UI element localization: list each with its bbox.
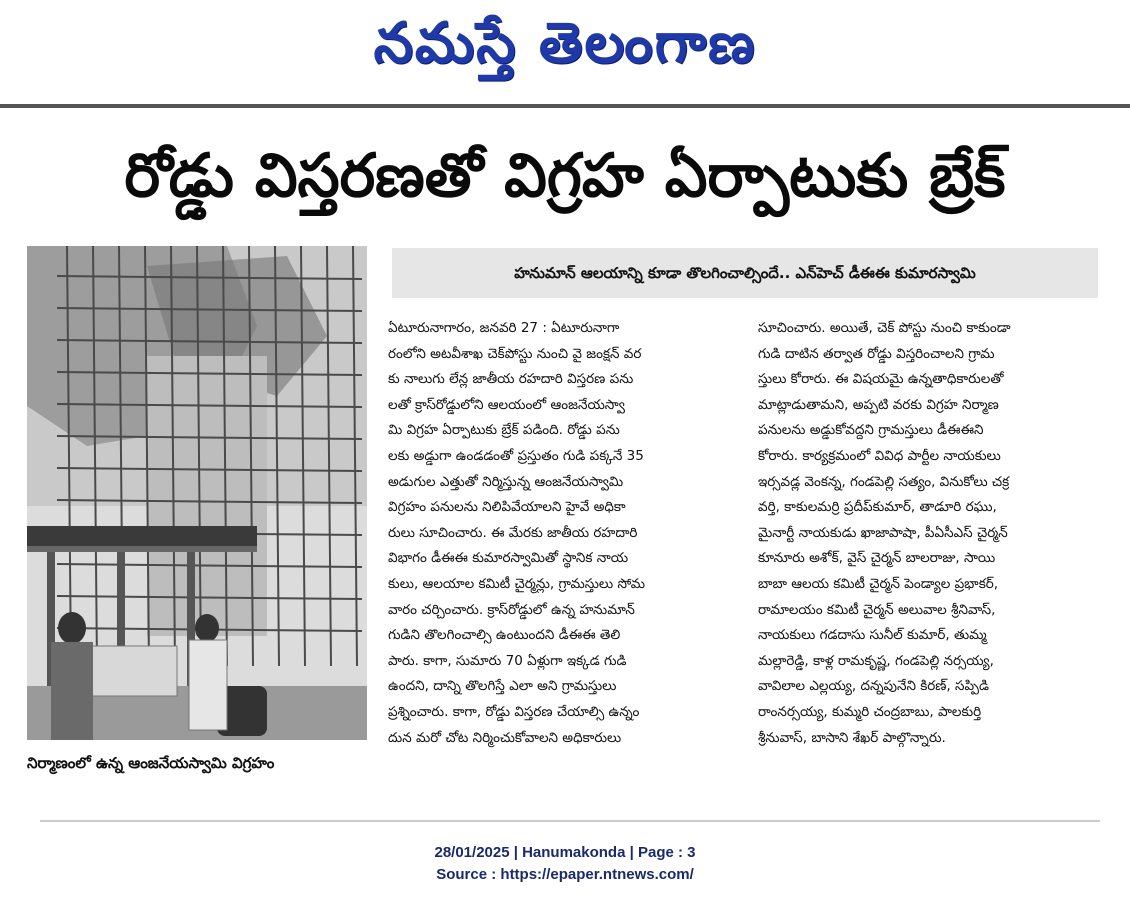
article-photo [27, 246, 367, 740]
masthead-divider [0, 104, 1130, 108]
body-line: గుడిని తొలగించాల్సి ఉంటుందని డీఈఈ తెలి [388, 627, 621, 644]
body-line: మల్లారెడ్డి, కాళ్ల రామకృష్ణ, గండపెల్లి నర్సయ్య, [758, 652, 994, 669]
body-line: రంలోని అటవీశాఖ చెక్‌పోస్టు నుంచి వై జంక్షన్ వర [388, 345, 642, 362]
body-line: దున మరో చోట నిర్మించుకోవాలని అధికారులు [388, 729, 622, 746]
body-line: అడుగుల ఎత్తుతో నిర్మిస్తున్న ఆంజనేయస్వామి [388, 473, 624, 490]
body-line: గుడి దాటిన తర్వాత రోడ్డు విస్తరించాలని గ్రామ [758, 345, 995, 362]
newspaper-logo: నమస్తే తెలంగాణ [373, 10, 757, 76]
body-line: ఇర్సవడ్ల వెంకన్న, గండపెల్లి సత్యం, వినుకోలు చక్ర [758, 473, 1010, 490]
body-line: కులు, ఆలయాల కమిటీ చైర్మన్లు, గ్రామస్తులు సోమ [388, 575, 646, 592]
photo-caption: నిర్మాణంలో ఉన్న ఆంజనేయస్వామి విగ్రహం [27, 754, 275, 772]
body-line: విగ్రహం పనులను నిలిపివేయాలని హైవే అధికా [388, 499, 626, 516]
article-headline: రోడ్డు విస్తరణతో విగ్రహ ఏర్పాటుకు బ్రేక్ [124, 141, 1006, 211]
page-footer [0, 842, 1130, 892]
body-line: శ్రీనువాస్, బాసాని శేఖర్ పాల్గొన్నారు. [758, 729, 946, 746]
body-line: కోరారు. కార్యక్రమంలో వివిధ పార్టీల నాయకులు [758, 447, 1001, 464]
body-line: మైనార్టీ నాయకుడు ఖాజాపాషా, పీఏసీఎస్ చైర్మన్ [758, 524, 1008, 541]
body-line: ఏటూరునాగారం, జనవరి 27 : ఏటూరునాగా [388, 320, 620, 336]
body-line: కు నాలుగు లేన్ల జాతీయ రహదారి విస్తరణ పను [388, 371, 634, 388]
body-line: రామాలయం కమిటీ చైర్మన్ అలువాల శ్రీనివాస్, [758, 601, 996, 618]
body-line: పనులను అడ్డుకోవద్దని గ్రామస్తులు డీఈఈని [758, 422, 984, 439]
body-line: పారు. కాగా, సుమారు 70 ఏళ్లుగా ఇక్కడ గుడి [388, 652, 627, 669]
body-line: వావిలాల ఎల్లయ్య, దన్నపునేని కిరణ్, సప్పిడి [758, 678, 989, 695]
body-line: కూనూరు అశోక్, వైస్ చైర్మన్ బాలరాజు, సాయి [758, 550, 996, 567]
body-line: రాంనర్సయ్య, కుమ్మరి చంద్రబాబు, పాలకుర్తి [758, 703, 982, 720]
body-line: లతో క్రాస్‌రోడ్డులోని ఆలయంలో ఆంజనేయస్వా [388, 396, 625, 413]
body-line: ప్రశ్నించారు. కాగా, రోడ్డు విస్తరణ చేయాల్సి ఉన్నం [388, 703, 640, 720]
body-column-1 [388, 316, 726, 786]
body-line: రులు సూచించారు. ఈ మేరకు జాతీయ రహదారి [388, 524, 638, 541]
footer-divider [40, 820, 1100, 822]
masthead [0, 0, 1130, 104]
body-line: వర్తి, కాకులమర్రి ప్రదీప్‌కుమార్, తాడూరి రఘు, [758, 499, 997, 516]
body-line: లకు అడ్డుగా ఉండడంతో ప్రస్తుతం గుడి పక్కనే 35 [388, 447, 644, 464]
body-line: సూచించారు. అయితే, చెక్ పోస్టు నుంచి కాకుండా [758, 320, 1011, 336]
body-line: విభాగం డీఈఈ కుమారస్వామితో స్థానిక నాయ [388, 550, 629, 567]
body-line: వారం చర్చించారు. క్రాస్‌రోడ్డులో ఉన్న హనుమాన్ [388, 601, 635, 618]
body-line: ఉందని, దాన్ని తొలగిస్తే ఎలా అని గ్రామస్తులు [388, 678, 617, 695]
body-line: మి విగ్రహ ఏర్పాటుకు బ్రేక్ పడింది. రోడ్డు పను [388, 422, 620, 439]
body-line: బాబా ఆలయ కమిటీ చైర్మన్ పెండ్యాల ప్రభాకర్, [758, 575, 999, 592]
body-line: మాట్లాడుతామని, అప్పటి వరకు విగ్రహ నిర్మాణ [758, 396, 999, 413]
edition-info: 28/01/2025 | Hanumakonda | Page : 3 [434, 844, 696, 861]
article-subheadline: హనుమాన్ ఆలయాన్ని కూడా తొలగించాల్సిందే.. ఎన్‌హెచ్ డీఈఈ కుమారస్వామి [392, 248, 1098, 298]
body-column-2 [758, 316, 1096, 786]
body-line: నాయకులు గడదాసు సునీల్ కుమార్, తుమ్మ [758, 627, 987, 644]
source-link[interactable]: Source : https://epaper.ntnews.com/ [436, 866, 694, 883]
body-line: స్తులు కోరారు. ఈ విషయమై ఉన్నతాధికారులతో [758, 371, 1004, 388]
